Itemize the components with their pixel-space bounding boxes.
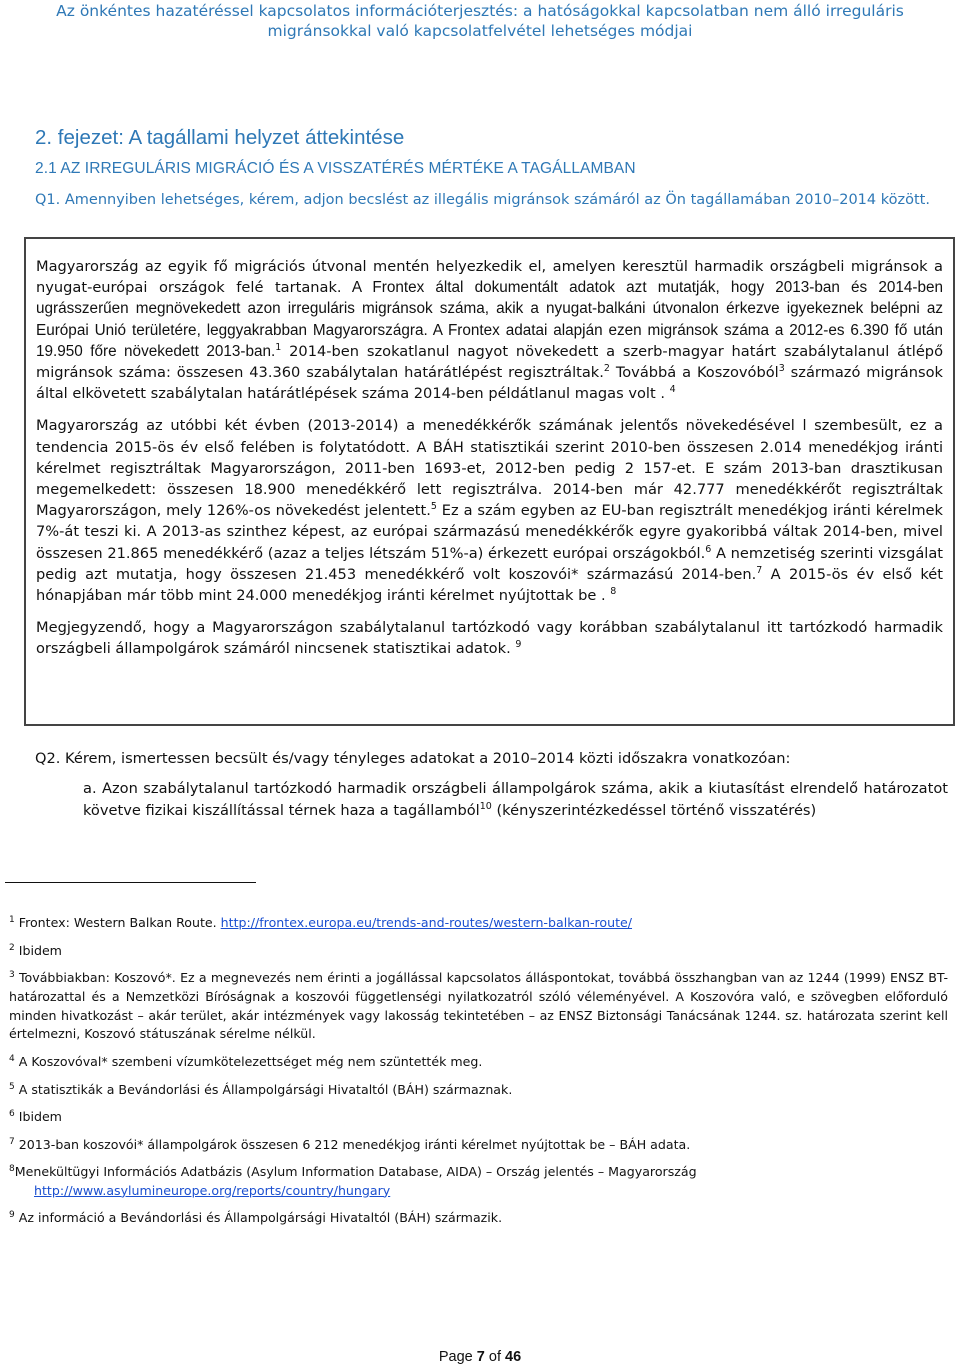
footnote-3-number: 3	[9, 969, 15, 980]
footnote-8	[9, 1163, 948, 1200]
answer-p1-part-d: Továbbá a Koszovóból	[609, 364, 779, 382]
footnote-9-number: 9	[9, 1210, 15, 1220]
footnote-1-number: 1	[9, 914, 15, 925]
footnote-7-number: 7	[9, 1136, 15, 1147]
footnote-ref-5[interactable]: 5	[430, 501, 437, 513]
answer-box	[24, 237, 955, 726]
footnote-8-link[interactable]: http://www.asylumineurope.org/reports/country/hungary	[34, 1182, 391, 1198]
footnote-ref-7[interactable]: 7	[756, 564, 763, 576]
footnote-7	[9, 1136, 948, 1155]
answer-p1-part-c: 2014-ben szokatlanul nagyot növekedett a szerb-magyar határt szabálytalanul átlépő migránsok száma: összesen 43.360 szabálytalan határátlépést regisztráltak.	[36, 342, 944, 382]
page-total: 46	[505, 1349, 522, 1365]
footnote-ref-4[interactable]: 4	[669, 384, 676, 396]
running-header-line-1: Az önkéntes hazatéréssel kapcsolatos információterjesztés: a hatóságokkal kapcsolatban nem álló irreguláris	[56, 2, 904, 20]
question-q2: Q2. Kérem, ismertessen becsült és/vagy tényleges adatokat a 2010–2014 közti időszakra vonatkozóan:	[35, 750, 791, 767]
footnote-6-number: 6	[9, 1109, 15, 1119]
footnote-ref-9[interactable]: 9	[515, 639, 522, 651]
answer-p1-part-a: Magyarország az egyik fő migrációs útvonal mentén helyezkedik el, amelyen keresztül harmadik országbeli migránsok a nyugat-európai országok felé tartanak.	[36, 258, 943, 297]
footnote-1-text: Frontex: Western Balkan Route.	[14, 915, 221, 930]
footnote-ref-8[interactable]: 8	[610, 586, 617, 598]
footnote-ref-10[interactable]: 10	[479, 801, 492, 813]
question-q2-item-a	[83, 778, 948, 822]
footnote-4	[9, 1053, 948, 1072]
section-title: 2.1 AZ IRREGULÁRIS MIGRÁCIÓ ÉS A VISSZATÉRÉS MÉRTÉKE A TAGÁLLAMBAN	[35, 160, 636, 177]
answer-p2-part-d: A 2015-ös év első két hónapjában már több mint 24.000 menedékjog iránti kérelmet nyújtottak be .	[36, 565, 943, 605]
footnote-ref-1[interactable]: 1	[275, 341, 282, 353]
answer-p2-part-a: Magyarország az utóbbi két évben (2013-2014) a menedékkérők számának jelentős növekedésével l szembesült, ez a tendencia 2015-ös év első felében is folytatódott. A BÁH statisztikái szerint 2010-ben összesen 2.014 menedékjog iránti kérelmet regisztráltak Magyarországon, 2011-ben 1693-et, 2012-ben pedig 2 157-et. E szám 2013-ban drasztikusan megemelkedett: összesen 18.900 menedékkérő lett regisztrálva. 2014-ben már 42.777 menedékkérőt regisztráltak Magyarországon, mely 126%-os növekedést jelentett.	[36, 417, 943, 520]
chapter-title: 2. fejezet: A tagállami helyzet áttekintése	[35, 126, 405, 149]
page-label: Page	[438, 1349, 473, 1365]
page-current: 7	[476, 1349, 485, 1365]
running-header-line-2: migránsokkal való kapcsolatfelvétel lehetséges módjai	[267, 22, 693, 40]
q2a-text-a: a. Azon szabálytalanul tartózkodó harmadik országbeli állampolgárok száma, akik a kiutasítást elrendelő határozatot követve fizikai kiszállítással térnek haza a tagállamból	[83, 780, 948, 819]
footnote-7-text: 2013-ban koszovói* állampolgárok összesen 6 212 menedékjog iránti kérelmet nyújtottak be – BÁH adata.	[14, 1136, 691, 1152]
q2a-text-b: (kényszerintézkedéssel történő visszatérés)	[491, 802, 817, 819]
answer-p2-part-b: Ez a szám egyben az EU-ban regisztrált menedékjog iránti kérelmek 7%-át teszi ki. A 2013-as szinthez képest, az európai származású menedékkérők egyre gyakoribbá váltak 2014-ben, mivel összesen 21.865 menedékkérő (azaz a teljes létszám 51%-a) érkezett európai országokból.	[36, 502, 943, 562]
answer-p1-part-b: A Frontex által dokumentált adatok azt mutatják, hogy 2013-ban és 2014-ben ugrásszerűen megnövekedett azon irreguláris migránsok száma, akik a nyugat-balkáni útvonalon érkezve igyekeznek belépni az Európai Unió területére, leggyakrabban Magyarországra. A Frontex adatai alapján ezen migránsok száma a 2012-es 6.390 fő után 19.950 főre növekedett 2013-ban.	[36, 279, 943, 360]
answer-paragraph-1	[36, 256, 943, 404]
footnote-2-number: 2	[9, 942, 15, 953]
footnote-1-link[interactable]: http://frontex.europa.eu/trends-and-routes/western-balkan-route/	[220, 915, 633, 930]
question-q1: Q1. Amennyiben lehetséges, kérem, adjon becslést az illegális migránsok számáról az Ön tagállamában 2010–2014 között.	[35, 192, 930, 208]
answer-p1-part-e: származó migránsok által elkövetett szabálytalan határátlépések száma 2014-ben példátlanul magas volt .	[36, 364, 943, 403]
page-number	[0, 1349, 960, 1365]
footnote-3-text: Továbbiakban: Koszovó*. Ez a megnevezés nem érinti a jogállással kapcsolatos álláspontokat, továbbá összhangban van az 1244 (1999) ENSZ BT-határozattal és a Nemzetközi Bíróságnak a koszovói függetlenségi nyilatkozatról szóló véleményével. A Koszovóra való, e szövegben előforduló minden hivatkozást – akár terület, akár intézmények vagy lakosság tekintetében – az ENSZ Biztonsági Tanácsának 1244. sz. határozata szerint kell értelmezni, Koszovó státuszának sérelme nélkül.	[9, 970, 948, 1042]
footnote-2	[9, 942, 948, 961]
answer-paragraph-3	[36, 617, 943, 659]
footnote-ref-2[interactable]: 2	[603, 363, 610, 375]
footnote-8-number: 8	[9, 1164, 15, 1174]
footnote-5-number: 5	[9, 1081, 15, 1092]
footnote-5-text: A statisztikák a Bevándorlási és Állampolgársági Hivataltól (BÁH) származnak.	[14, 1081, 513, 1097]
footnote-6-text: Ibidem	[14, 1109, 62, 1125]
footnote-ref-3[interactable]: 3	[778, 363, 785, 375]
page-of: of	[488, 1349, 501, 1365]
answer-p2-part-c: A nemzetiség szerinti vizsgálat pedig azt mutatja, hogy összesen 21.453 menedékkérő volt koszovói* származású 2014-ben.	[36, 544, 943, 583]
footnote-ref-6[interactable]: 6	[705, 543, 712, 555]
footnote-4-text: A Koszovóval* szembeni vízumkötelezettséget még nem szüntették meg.	[14, 1054, 483, 1070]
footnote-9	[9, 1209, 948, 1228]
footnote-4-number: 4	[9, 1054, 15, 1064]
footnote-9-text: Az információ a Bevándorlási és Állampolgársági Hivataltól (BÁH) származik.	[14, 1210, 503, 1226]
footnote-5	[9, 1081, 948, 1100]
footnote-3	[9, 969, 948, 1044]
footnote-separator	[5, 882, 256, 883]
footnote-2-text: Ibidem	[14, 942, 62, 958]
footnotes	[9, 914, 948, 1228]
answer-p3-text: Megjegyzendő, hogy a Magyarországon szabálytalanul tartózkodó vagy korábban szabálytalanul itt tartózkodó harmadik országbeli állampolgárok számáról nincsenek statisztikai adatok.	[36, 619, 943, 658]
running-header	[0, 0, 960, 41]
footnote-1	[9, 914, 948, 933]
answer-paragraph-2	[36, 415, 943, 606]
footnote-8-text: Menekültügyi Információs Adatbázis (Asylum Information Database, AIDA) – Ország jelentés – Magyarország	[14, 1164, 697, 1180]
footnote-6	[9, 1108, 948, 1127]
